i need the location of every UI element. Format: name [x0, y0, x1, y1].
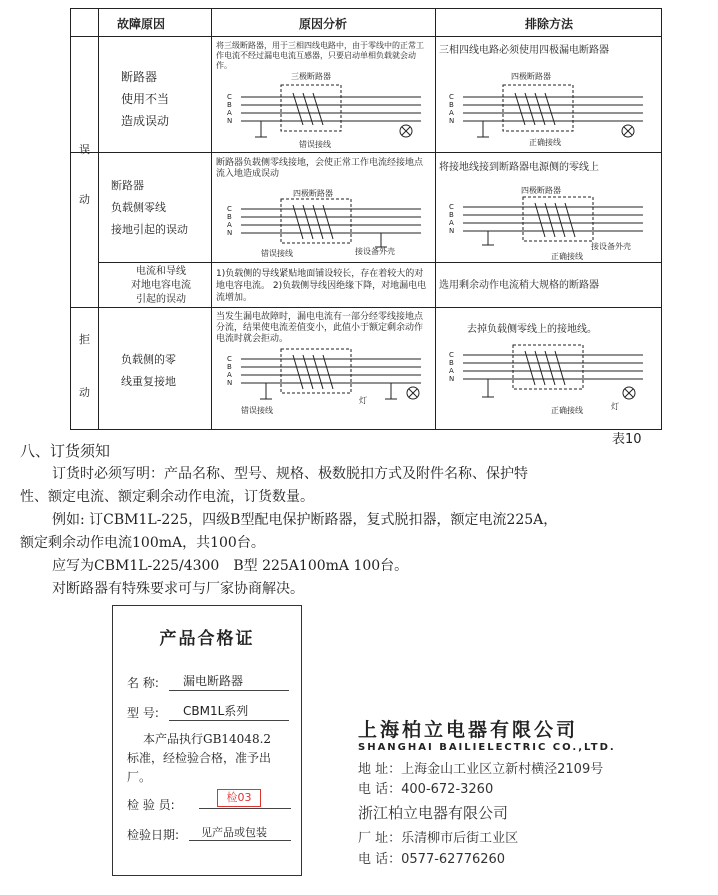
- remedy-text: 选用剩余动作电流稍大规格的断路器: [439, 280, 599, 291]
- table-divider: [211, 9, 212, 429]
- phase-label: N: [227, 229, 233, 237]
- paragraph-line: 额定剩余动作电流100mA，共100台。: [20, 535, 265, 551]
- phase-label: C: [449, 203, 454, 211]
- standard-line: 标准，经检验合格，准予出: [127, 751, 272, 765]
- company-name-en: SHANGHAI BAILIELECTRIC CO.,LTD.: [358, 742, 616, 753]
- wiring-diagram-wrong: [221, 197, 431, 249]
- cause-line: 接地引起的误动: [111, 223, 188, 236]
- phase-label: B: [227, 363, 232, 371]
- diagram-title: 四极断路器: [521, 186, 561, 195]
- wiring-diagram-wrong: [221, 347, 431, 405]
- analysis-text: 1)负载侧的导线紧贴地面铺设较长，存在着较大的对地电容电流。 2)负载侧导线因绝缘下降，对地漏电电流增加。: [216, 269, 427, 303]
- group-label-refusal: 拒: [79, 333, 90, 346]
- phase-label: B: [227, 101, 232, 109]
- table-divider: [71, 36, 661, 37]
- date-label: 检验日期:: [127, 828, 180, 842]
- table-divider: [71, 152, 661, 153]
- header-cause: 故障原因: [116, 17, 165, 31]
- paragraph-line: 订货时必须写明：产品名称、型号、规格、极数脱扣方式及附件名称、保护特: [52, 466, 528, 482]
- ordering-notes: [20, 440, 710, 601]
- fault-table: [70, 8, 662, 430]
- phase-label: A: [227, 109, 232, 117]
- wiring-diagram-correct: [443, 343, 653, 403]
- cause-line: 负载侧零线: [111, 201, 166, 214]
- diagram-caption: 正确接线: [529, 138, 561, 147]
- name-label: 名 称:: [127, 676, 159, 690]
- group-label-misoperation: 动: [79, 193, 90, 206]
- phase-label: B: [449, 101, 454, 109]
- header-analysis: 原因分析: [298, 17, 347, 31]
- underline: [199, 808, 291, 809]
- diagram-note: 接设备外壳: [355, 247, 395, 256]
- phase-label: A: [449, 367, 454, 375]
- cause-cell: [111, 175, 188, 241]
- phase-label: N: [227, 379, 233, 387]
- phase-label: A: [449, 109, 454, 117]
- cause-line: 断路器: [121, 70, 158, 84]
- cause-line: 对地电容电流: [131, 280, 191, 291]
- phase-label: N: [449, 117, 455, 125]
- phase-label: A: [449, 219, 454, 227]
- phase-label: N: [227, 117, 233, 125]
- cause-line: 使用不当: [121, 92, 170, 106]
- paragraph-line: 应写为CBM1L-225/4300 B型 225A100mA 100台。: [52, 558, 409, 574]
- cause-line: 线重复接地: [121, 375, 176, 388]
- phase-label: N: [449, 375, 455, 383]
- model-value: CBM1L系列: [183, 704, 249, 718]
- date-value: 见产品或包装: [201, 826, 267, 839]
- cause-line: 负载侧的零: [121, 353, 176, 366]
- cause-line: 电流和导线: [136, 266, 186, 277]
- wiring-diagram-wrong: [221, 79, 431, 141]
- group-label-refusal: 动: [79, 386, 90, 399]
- remedy-text: 三相四线电路必须使用四极漏电断路器: [439, 45, 609, 56]
- company-phone-2: 电 话：0577-62776260: [358, 852, 506, 867]
- phase-label: A: [227, 221, 232, 229]
- group-label-misoperation: 误: [79, 143, 90, 156]
- table-divider: [98, 262, 661, 263]
- diagram-caption: 错误接线: [299, 140, 331, 149]
- standard-line: 本产品执行GB14048.2: [143, 732, 272, 746]
- diagram-title: 四极断路器: [293, 189, 333, 198]
- company-phone: 电 话：400-672-3260: [358, 782, 494, 797]
- quality-certificate: [112, 605, 302, 876]
- analysis-text: 断路器负载侧零线接地，会使正常工作电流经接地点流入地造成误动: [216, 158, 424, 179]
- paragraph-line: 对断路器有特殊要求可与厂家协商解决。: [52, 581, 304, 597]
- company-name-2: 浙江柏立电器有限公司: [358, 804, 509, 822]
- model-label: 型 号:: [127, 706, 159, 720]
- company-factory: 厂 址：乐清柳市后街工业区: [358, 831, 519, 846]
- cause-cell: [121, 66, 169, 132]
- diagram-caption: 正确接线: [551, 252, 583, 261]
- table-divider: [435, 9, 436, 429]
- wiring-diagram-correct: [443, 79, 653, 141]
- remedy-text: 将接地线接到断路器电源侧的零线上: [439, 162, 599, 173]
- analysis-text: 将三级断路器，用于三相四线电路中，由于零线中的正常工作电流不经过漏电电流互感器，只要启动单相负载就会动作。: [216, 41, 424, 70]
- phase-label: C: [227, 93, 232, 101]
- inspector-label: 检 验 员:: [127, 798, 175, 812]
- phase-label: C: [449, 351, 454, 359]
- phase-label: B: [449, 211, 454, 219]
- phase-label: B: [227, 213, 232, 221]
- phase-label: A: [227, 371, 232, 379]
- paragraph-line: 例如: 订CBM1L-225，四级B型配电保护断路器，复式脱扣器，额定电流225A，: [52, 512, 558, 528]
- remedy-text: 去掉负载侧零线上的接地线。: [467, 324, 597, 335]
- lamp-label: 灯: [359, 396, 367, 405]
- diagram-caption: 正确接线: [551, 406, 583, 415]
- phase-label: B: [449, 359, 454, 367]
- underline: [189, 840, 291, 841]
- company-name-cn: 上海柏立电器有限公司: [358, 719, 579, 741]
- underline: [169, 720, 289, 721]
- diagram-caption: 错误接线: [241, 406, 273, 415]
- analysis-text: 当发生漏电故障时，漏电电流有一部分经零线接地点分流，结果使电流差值变小，此值小于额定剩余动作电流时就会拒动。: [216, 312, 424, 344]
- phase-label: C: [449, 93, 454, 101]
- diagram-title: 四极断路器: [511, 72, 551, 81]
- paragraph-line: 性、额定电流、额定剩余动作电流，订货数量。: [20, 489, 314, 505]
- inspector-stamp: 检03: [217, 789, 261, 807]
- phase-label: N: [449, 227, 455, 235]
- standard-line: 厂。: [127, 770, 152, 784]
- cause-cell: [121, 349, 176, 393]
- cause-cell: [116, 265, 206, 307]
- phase-label: C: [227, 355, 232, 363]
- cause-line: 引起的误动: [136, 294, 186, 305]
- table-number: 表10: [612, 432, 642, 447]
- certificate-title: 产品合格证: [159, 629, 255, 649]
- phase-label: C: [227, 205, 232, 213]
- section-heading: 八、订货须知: [20, 442, 111, 460]
- table-divider: [98, 9, 99, 429]
- lamp-label: 灯: [611, 402, 619, 411]
- company-address: 地 址：上海金山工业区立新村横泾2109号: [358, 762, 604, 777]
- name-value: 漏电断路器: [183, 674, 244, 688]
- wiring-diagram-correct: [443, 195, 653, 247]
- diagram-note: 接设备外壳: [591, 242, 631, 251]
- diagram-caption: 错误接线: [261, 249, 293, 258]
- header-remedy: 排除方法: [524, 17, 573, 31]
- cause-line: 造成误动: [121, 114, 170, 128]
- underline: [169, 690, 289, 691]
- table-divider: [71, 307, 661, 308]
- cause-line: 断路器: [111, 179, 144, 192]
- diagram-title: 三极断路器: [291, 72, 331, 81]
